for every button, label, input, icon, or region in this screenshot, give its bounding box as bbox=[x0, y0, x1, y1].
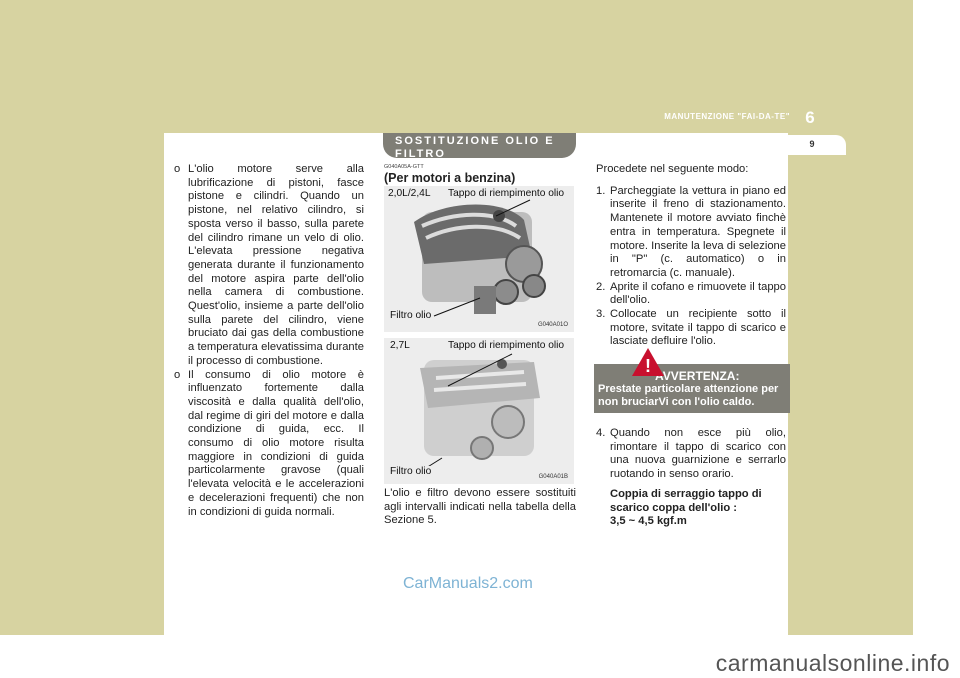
torque-value: 3,5 ~ 4,5 kgf.m bbox=[610, 515, 687, 528]
torque-title: Coppia di serraggio tappo di scarico coppa dell'olio : bbox=[610, 487, 762, 514]
bullet-mark: o bbox=[174, 163, 181, 175]
procedure-step bbox=[596, 427, 786, 482]
step-text: Aprite il cofano e rimuovete il tappo dell'olio. bbox=[610, 280, 786, 307]
warning-title: AVVERTENZA: bbox=[655, 369, 740, 383]
right-column bbox=[596, 163, 786, 349]
step-text: Collocate un recipiente sotto il motore, svitate il tappo di scarico e lasciate defluire l'olio. bbox=[610, 308, 786, 348]
watermark-left: CarManuals2.com bbox=[403, 575, 533, 592]
bullet-text: Il consumo di olio motore è influenzato fortemente dalla viscosità e dalla qualità dell'olio, dal regime di giri del motore e dalla condizione di guida, ecc. Il consumo di olio motore risulta maggiore in condizioni di guida particolarmente gravose (quali l'elevata velocità e le accelerazioni e decelerazioni frequenti) che non in condizioni di guida normali. bbox=[188, 368, 364, 518]
bullet-item bbox=[172, 369, 364, 520]
chapter-title: MANUTENZIONE "FAI-DA-TE" bbox=[664, 112, 790, 121]
step-number: 2. bbox=[596, 280, 606, 293]
watermark-right: carmanualsonline.info bbox=[715, 650, 950, 676]
oil-filter-label: Filtro olio bbox=[390, 310, 432, 321]
left-column bbox=[172, 163, 364, 519]
chapter-number: 6 bbox=[805, 108, 815, 127]
subheading: (Per motori a benzina) bbox=[384, 171, 516, 185]
engine-figure-2 bbox=[384, 338, 574, 484]
oil-cap-label: Tappo di riempimento olio bbox=[448, 188, 565, 199]
bullet-text: L'olio motore serve alla lubrificazione di pistoni, fasce pistone e cilindri. Quando un pistone, nel relativo cilindro, si sposta verso il basso, sulla parete del cilindro rimane un velo di olio. L'elevata pressione negativa generata durante il funzionamento del motore aspira parte dell'olio nella camera di combustione. Quest'olio, insieme a parte dell'olio sulla parete del cilindro, viene bruciato dai gas della combustione a temperatura elevatissima durante il processo di combustione. bbox=[188, 163, 364, 367]
bullet-item bbox=[172, 163, 364, 369]
warning-box bbox=[594, 364, 790, 413]
procedure-step bbox=[596, 308, 786, 349]
interval-note: L'olio e filtro devono essere sostituiti agli intervalli indicati nella tabella della Sezione 5. bbox=[384, 487, 576, 527]
engine-label: 2,7L bbox=[390, 340, 410, 351]
exclamation-icon: ! bbox=[645, 356, 651, 376]
section-code: G040A05A-GTT bbox=[384, 164, 424, 170]
procedure-step bbox=[596, 185, 786, 281]
figure-code: G040A01B bbox=[538, 474, 568, 480]
engine-figure-1 bbox=[384, 186, 574, 332]
section-title: SOSTITUZIONE OLIO E FILTRO bbox=[383, 133, 576, 158]
oil-filter-label: Filtro olio bbox=[390, 466, 432, 477]
procedure-step bbox=[596, 281, 786, 308]
warning-text: Prestate particolare attenzione per non bruciarVi con l'olio caldo. bbox=[598, 383, 779, 408]
step-number: 4. bbox=[596, 427, 606, 439]
procedure-intro: Procedete nel seguente modo: bbox=[596, 163, 749, 175]
bullet-mark: o bbox=[174, 368, 181, 381]
step-text: Parcheggiate la vettura in piano ed inserite il freno di stazionamento. Mantenete il motore avviato finchè entra in temperatura. Spegnete il motore. Inserite la leva di selezione in "P" (c. automatico) o in retromarcia (c. manuale). bbox=[610, 184, 786, 279]
oil-cap-label: Tappo di riempimento olio bbox=[448, 340, 565, 351]
step-number: 3. bbox=[596, 308, 606, 321]
step-text: Quando non esce più olio, rimontare il tappo di scarico con una nuova guarnizione e serrarlo ruotando in senso orario. bbox=[610, 427, 786, 481]
engine-illustration-2-7l bbox=[384, 338, 574, 484]
step-number: 1. bbox=[596, 184, 606, 197]
figure-code: G040A01O bbox=[537, 322, 568, 328]
engine-label: 2,0L/2,4L bbox=[388, 188, 431, 199]
right-column-lower bbox=[596, 427, 786, 529]
page-number: 9 bbox=[809, 139, 815, 149]
